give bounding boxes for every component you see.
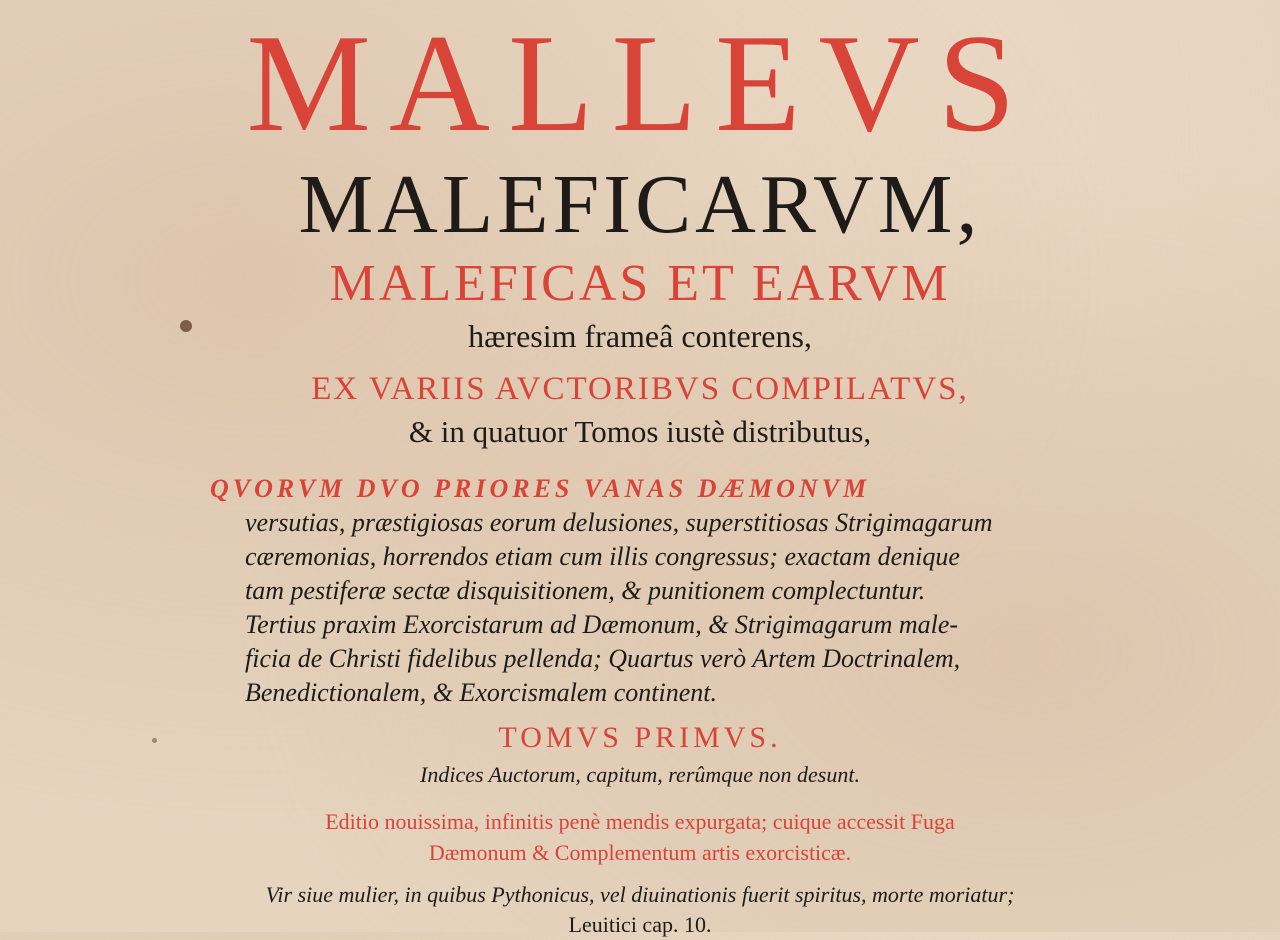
paragraph-line: Benedictionalem, & Exorcismalem continent. bbox=[245, 678, 717, 707]
indices-line: Indices Auctorum, capitum, rerûmque non desunt. bbox=[420, 762, 860, 787]
edition-line-1: Editio nouissima, infinitis penè mendis expurgata; cuique accessit Fuga bbox=[325, 809, 955, 834]
title-line-6: & in quatuor Tomos iustè distributus, bbox=[408, 414, 872, 449]
book-subtitle: MALEFICARVM, bbox=[298, 158, 982, 251]
ink-stain bbox=[152, 738, 157, 743]
book-title: MALLEVS bbox=[246, 6, 1034, 161]
paragraph-line: QVORVM DVO PRIORES VANAS DÆMONVM bbox=[210, 474, 871, 503]
ink-stain bbox=[180, 320, 192, 332]
paragraph-line: versutias, præstigiosas eorum delusiones, superstitiosas Strigimagarum bbox=[245, 508, 993, 537]
title-line-3: MALEFICAS ET EARVM bbox=[329, 255, 951, 312]
edition-line-2: Dæmonum & Complementum artis exorcisticæ. bbox=[428, 840, 852, 865]
tomus-heading: TOMVS PRIMVS. bbox=[498, 721, 782, 754]
title-line-5: EX VARIIS AVCTORIBVS COMPILATVS, bbox=[311, 371, 969, 407]
citation-line: Leuitici cap. 10. bbox=[568, 912, 712, 937]
title-line-4: hæresim frameâ conterens, bbox=[468, 318, 812, 354]
paragraph-line: ficia de Christi fidelibus pellenda; Quartus verò Artem Doctrinalem, bbox=[245, 644, 961, 673]
paragraph-line: Tertius praxim Exorcistarum ad Dæmonum, & Strigimagarum male- bbox=[245, 610, 959, 639]
paragraph-line: cæremonias, horrendos etiam cum illis congressus; exactam denique bbox=[245, 542, 960, 571]
paragraph-line: tam pestiferæ sectæ disquisitionem, & punitionem complectuntur. bbox=[245, 576, 926, 605]
quote-line: Vir siue mulier, in quibus Pythonicus, vel diuinationis fuerit spiritus, morte moriatur; bbox=[265, 882, 1015, 907]
